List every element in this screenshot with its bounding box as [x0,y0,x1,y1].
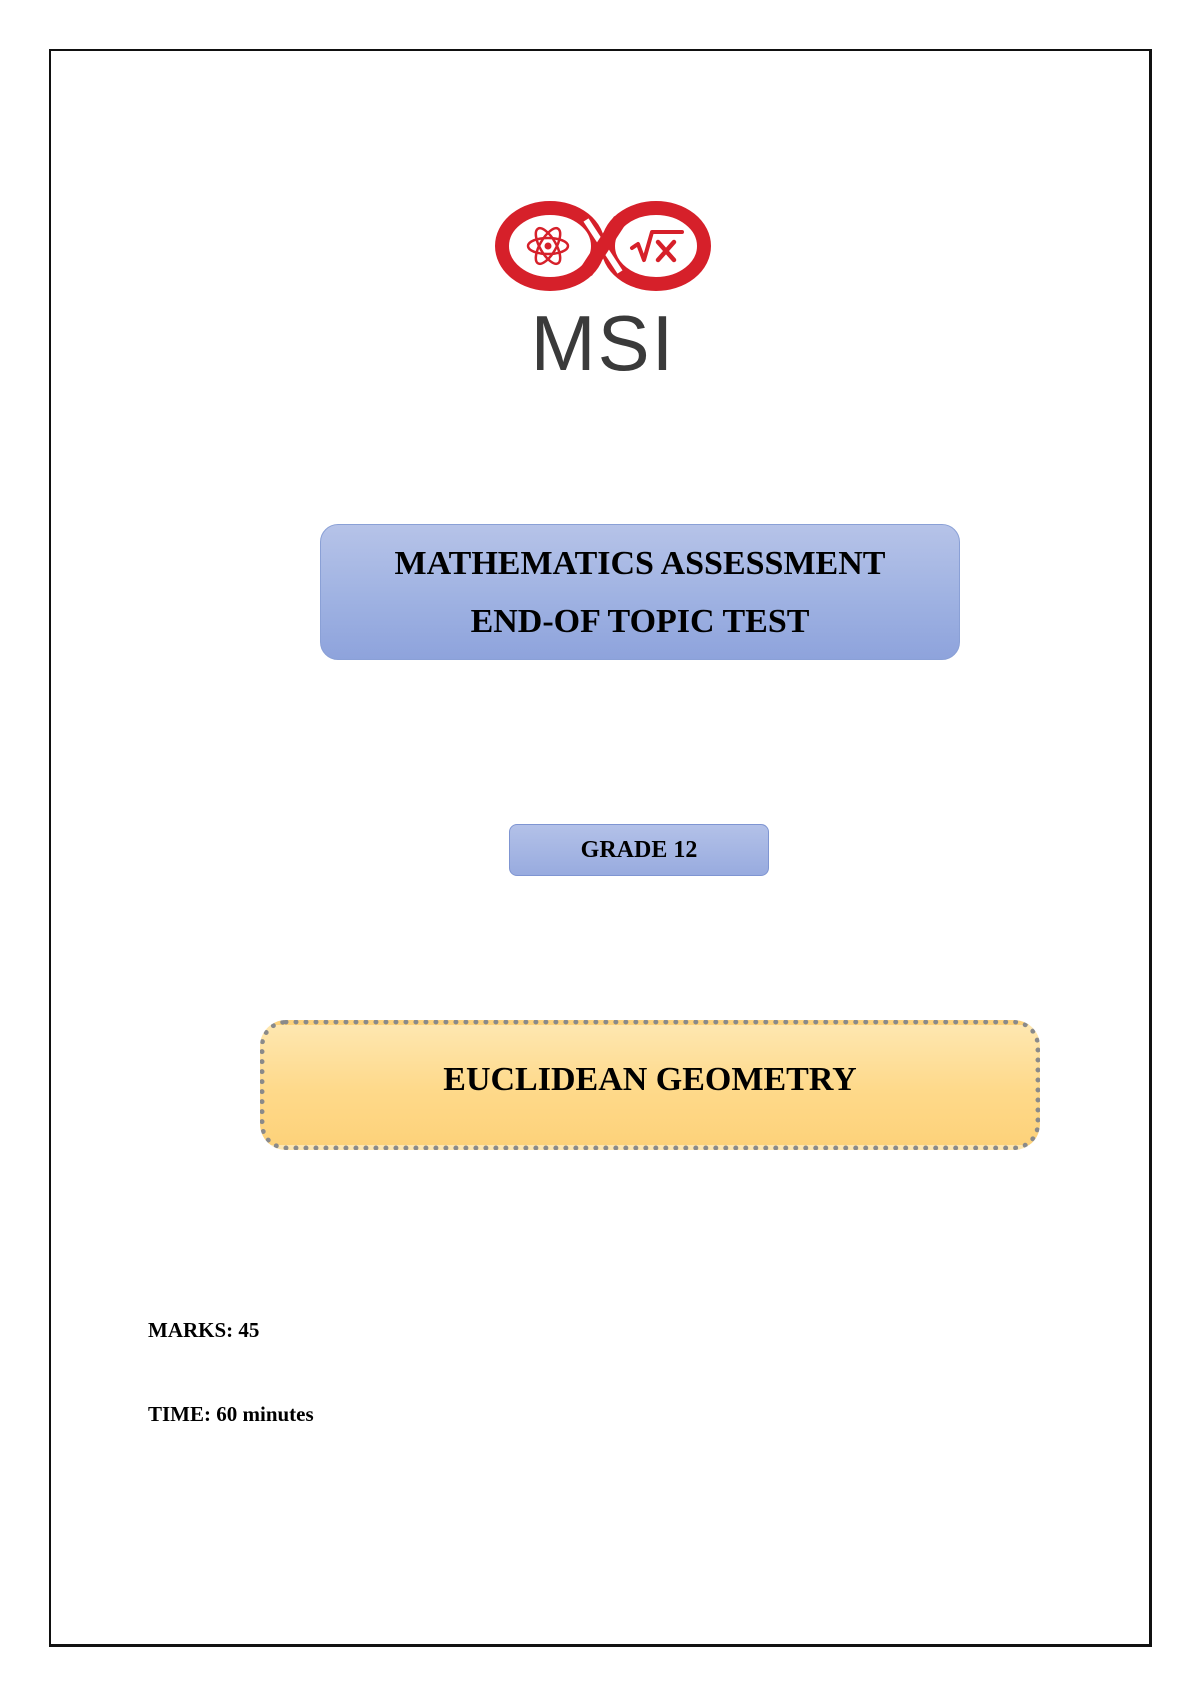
infinity-icon [502,208,704,284]
marks-text: MARKS: 45 [148,1318,260,1342]
time-text: TIME: 60 minutes [148,1402,314,1426]
logo-wordmark: MSI [530,299,676,380]
topic-title: EUCLIDEAN GEOMETRY [260,1020,1040,1150]
grade-label: GRADE 12 [509,824,769,876]
assessment-title-line-2: END-OF TOPIC TEST [470,603,810,640]
assessment-title-line-1: MATHEMATICS ASSESSMENT [394,545,886,582]
assessment-title-box [320,524,960,660]
msi-logo [490,200,720,380]
msi-logo-graphic [490,200,720,380]
